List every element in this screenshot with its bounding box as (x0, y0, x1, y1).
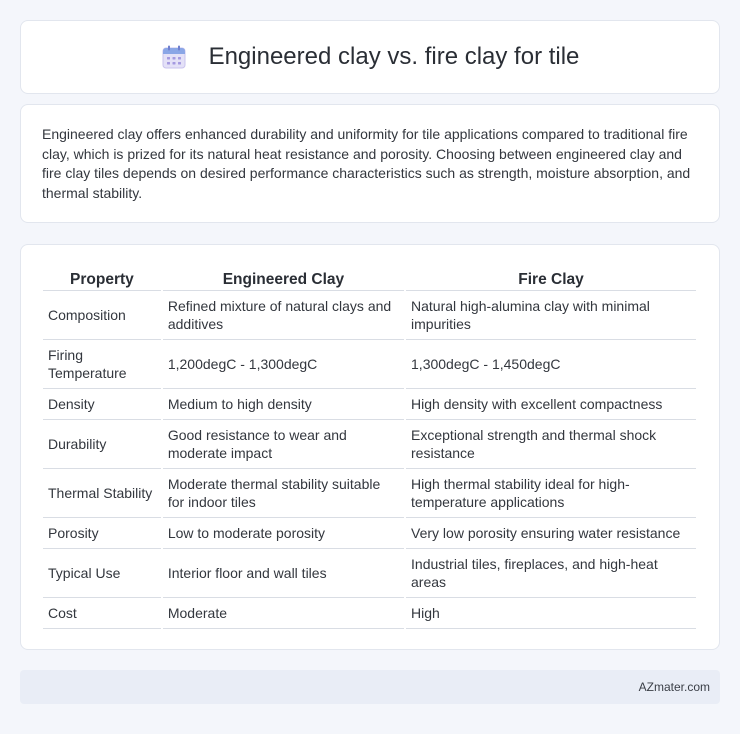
engineered-clay-cell: 1,200degC - 1,300degC (163, 340, 404, 389)
engineered-clay-cell: Moderate (163, 598, 404, 629)
table-row (43, 389, 696, 420)
row-label: Typical Use (43, 549, 161, 598)
table-row (43, 549, 696, 598)
engineered-clay-cell: Low to moderate porosity (163, 518, 404, 549)
table-row (43, 340, 696, 389)
fire-clay-cell: High (406, 598, 696, 629)
title-card (20, 20, 720, 94)
intro-text: Engineered clay offers enhanced durability and uniformity for tile applications compared to traditional fire clay, which is prized for its natural heat resistance and porosity. Choosing between engineered clay and fire clay tiles depends on desired performance characteristics such as strength, moisture absorption, and thermal stability. (42, 126, 691, 201)
fire-clay-cell: High density with excellent compactness (406, 389, 696, 420)
calendar-icon (161, 44, 187, 70)
table-header-row (43, 263, 696, 291)
row-label: Porosity (43, 518, 161, 549)
engineered-clay-cell: Refined mixture of natural clays and additives (163, 291, 404, 340)
table-row (43, 598, 696, 629)
footer-brand: AZmater.com (638, 680, 710, 694)
row-label: Density (43, 389, 161, 420)
table-row (43, 469, 696, 518)
fire-clay-cell: 1,300degC - 1,450degC (406, 340, 696, 389)
intro-card (20, 104, 720, 223)
page-title: Engineered clay vs. fire clay for tile (208, 43, 580, 70)
header-property: Property (43, 263, 161, 291)
row-label: Firing Temperature (43, 340, 161, 389)
comparison-table-card (20, 244, 720, 650)
row-label: Cost (43, 598, 161, 629)
fire-clay-cell: Very low porosity ensuring water resistance (406, 518, 696, 549)
row-label: Composition (43, 291, 161, 340)
footer (20, 670, 720, 704)
table-row (43, 420, 696, 469)
header-fire-clay: Fire Clay (406, 263, 696, 291)
row-label: Thermal Stability (43, 469, 161, 518)
engineered-clay-cell: Interior floor and wall tiles (163, 549, 404, 598)
engineered-clay-cell: Medium to high density (163, 389, 404, 420)
table-row (43, 518, 696, 549)
header-engineered-clay: Engineered Clay (163, 263, 404, 291)
table-row (43, 291, 696, 340)
engineered-clay-cell: Good resistance to wear and moderate impact (163, 420, 404, 469)
fire-clay-cell: Exceptional strength and thermal shock resistance (406, 420, 696, 469)
fire-clay-cell: High thermal stability ideal for high-temperature applications (406, 469, 696, 518)
fire-clay-cell: Natural high-alumina clay with minimal impurities (406, 291, 696, 340)
engineered-clay-cell: Moderate thermal stability suitable for indoor tiles (163, 469, 404, 518)
fire-clay-cell: Industrial tiles, fireplaces, and high-heat areas (406, 549, 696, 598)
row-label: Durability (43, 420, 161, 469)
comparison-table (41, 263, 698, 629)
